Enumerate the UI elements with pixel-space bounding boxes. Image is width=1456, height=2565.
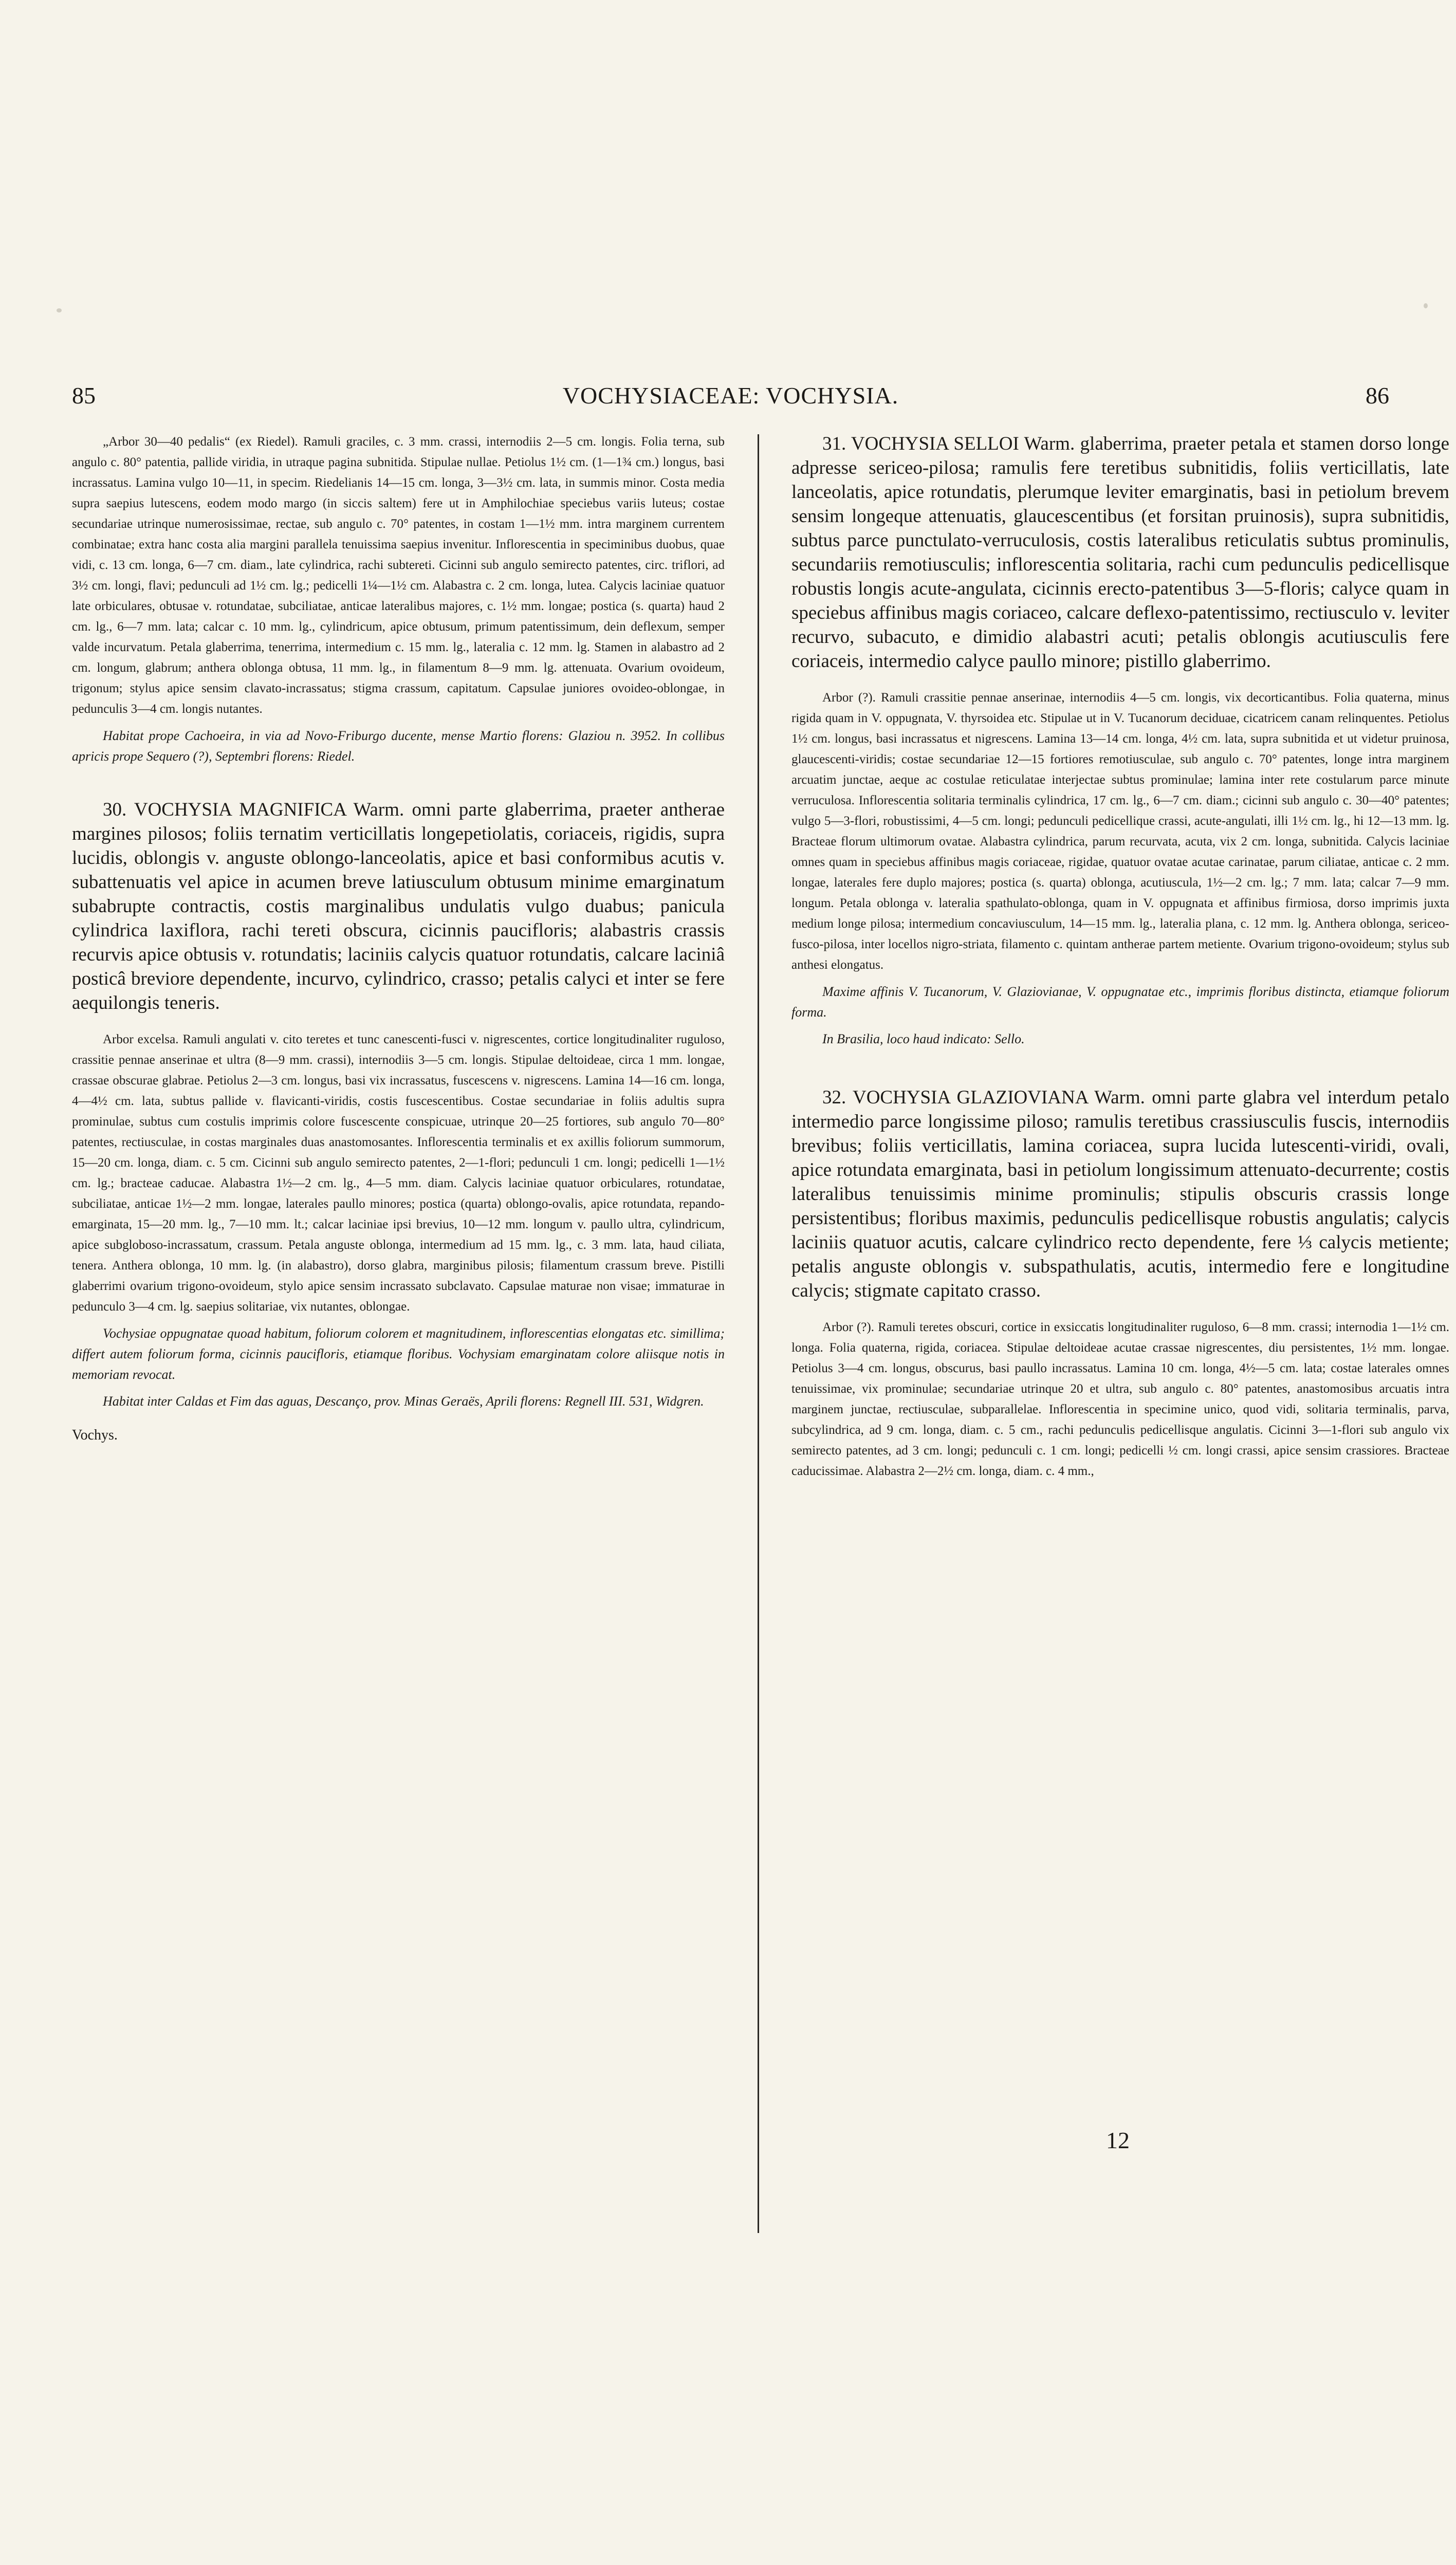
page-number-right: 86 <box>1366 382 1389 409</box>
signature-number: 12 <box>1106 2127 1130 2153</box>
spacer <box>791 1303 1449 1317</box>
running-header <box>72 380 1389 411</box>
habitat-note: Habitat inter Caldas et Fim das aguas, Descanço, prov. Minas Geraës, Aprili florens: Regnell III. 531, Widgren. <box>103 1394 704 1409</box>
habitat-note: Habitat prope Cachoeira, in via ad Novo-Friburgo ducente, mense Martio florens: Glaziou n. 3952. In collibus apricis prope Sequero (?), Septembri florens: Riedel. <box>72 728 725 764</box>
left-column <box>72 432 725 1446</box>
spacer <box>791 673 1449 688</box>
species-heading-30: 30. VOCHYSIA MAGNIFICA Warm. omni parte glaberrima, praeter antherae margines pilosos; foliis ternatim verticillatis longepetiolatis, coriaceis, rigidis, supra lucidis, oblongis v. anguste oblongo-lanceolatis, apice et basi conformibus acutis v. subattenuatis vel apice in acumen breve latiusculum obtusum minime emarginatum subabrupte contractis, costis marginalibus undulatis vulgo duabus; panicula cylindrica laxiflora, rachi tereti obscura, cicinnis paucifloris; alabastris crassis recurvis apice obtusis v. rotundatis; laciniis calycis quatuor rotundatis, calcare laciniâ posticâ breviore dependente, incurvo, cylindrico, crasso; petalis calyci et inter se fere aequilongis teneris. <box>72 799 725 1013</box>
habitat-note: In Brasilia, loco haud indicato: Sello. <box>822 1031 1025 1046</box>
running-title: VOCHYSIACEAE: VOCHYSIA. <box>562 382 899 409</box>
species-heading-31: 31. VOCHYSIA SELLOI Warm. glaberrima, praeter petala et stamen dorso longe adpresse sericeo-pilosa; ramulis fere teretibus subnitidis, foliis verticillatis, late lanceolatis, apice rotundatis, plerumque leviter emarginatis, basi in petiolum brevem sensim longeque attenuatis, glaucescentibus (et forsitan pruinosis), supra subnitidis, subtus parce punctulato-verruculosis, costis lateralibus reticulatis subtus prominulis, secundariis remotiusculis; inflorescentia solitaria, rachi cum pedunculis pedicellisque robustis longis acute-angulata, cicinnis erecto-patentibus 3—5-floris; calyce quam in speciebus affinibus magis coriaceo, calcare deflexo-patentissimo, rectiusculo v. leviter recurvo, subacuto, e dimidio alabastri acuti; petalis oblongis acutiusculis fere coriaceis, intermedio calyce paullo minore; pistillo glaberrimo. <box>791 433 1449 672</box>
species-description: Arbor (?). Ramuli teretes obscuri, cortice in exsiccatis longitudinaliter ruguloso, 6—8 mm. crassi; internodia 1—1½ cm. longa. Folia quaterna, rigida, coriacea. Stipulae deltoideae acutae crassae nigrescentes, diu persistentes, 1½ mm. longae. Petiolus 3—4 cm. longus, obscurus, basi paullo incrassatus. Lamina 10 cm. longa, 4½—5 cm. lata; costae laterales omnes tenuissimae, vix prominulae; secundariae utrinque 20 et ultra, sub angulo c. 80° patentes, anastomosibus arcuatis intra marginem junctae, rectiusculae, subparallelae. Inflorescentia in specimine unico, quod vidi, solitaria terminalis, parva, subcylindrica, ad 9 cm. longa, diam. c. 5 cm., rachi pedunculis pedicellisque angulatis. Cicinni 3—1-flori sub angulo vix semirecto patentes, ad 3 cm. longi; pedunculi c. 1 cm. longi; pedicelli ½ cm. longi crassi, apice sensim crassiores. Bracteae caducissimae. Alabastra 2—2½ cm. longa, diam. c. 4 mm., <box>791 1320 1449 1478</box>
column-divider <box>758 434 759 2233</box>
species-description: „Arbor 30—40 pedalis“ (ex Riedel). Ramuli graciles, c. 3 mm. crassi, internodiis 2—5 cm. longis. Folia terna, sub angulo c. 80° patentia, pallide viridia, in utraque pagina subnitida. Stipulae nullae. Petiolus 1½ cm. (1—1¾ cm.) longus, basi incrassatus. Lamina vulgo 10—11, in specim. Riedelianis 14—15 cm. longa, 3—3½ cm. lata, in summis minor. Costa media supra saepius lutescens, eodem modo margo (in siccis saltem) fere ut in Amphilochiae speciebus variis luteus; costae secundariae utrinque numerosissimae, rectae, sub angulo c. 70° patentes, in costam 1—1½ mm. intra marginem currentem combinatae; extra hanc costa alia margini parallela tenuissima saepius invenitur. Inflorescentia in speciminibus duobus, quae vidi, c. 13 cm. longa, 6—7 cm. diam., late cylindrica, rachi subtereti. Cicinni sub angulo semirecto patentes, circ. triflori, ad 3½ cm. longi, flavi; pedunculi ad 1½ cm. lg.; pedicelli 1¼—1½ cm. Alabastra c. 2 cm. longa, lutea. Calycis laciniae quatuor late orbiculares, obtusae v. rotundatae, subciliatae, anticae lateralibus majores, c. 1½ mm. longae; postica (s. quarta) haud 2 cm. lg., 6—7 mm. lata; calcar c. 10 mm. lg., cylindricum, apice obtusum, primum patentissimum, dein deflexum, semper valde incurvatum. Petala glaberrima, tenerrima, intermedium c. 15 mm. lg., lateralia c. 12 mm. lg. Stamen in alabastro ad 2 cm. longum, glabrum; anthera oblonga obtusa, 11 mm. lg., in filamentum 8—9 mm. lg. attenuata. Ovarium ovoideum, trigonum; stylus apice sensim clavato-incrassatus; stigma crassum, capitatum. Capsulae juniores ovoideo-oblongae, in pedunculis 3—4 cm. longis nutantes. <box>72 435 725 716</box>
species-heading-32: 32. VOCHYSIA GLAZIOVIANA Warm. omni parte glabra vel interdum petalo intermedio parce longissime piloso; ramulis teretibus crassiusculis fuscis, internodiis brevibus; foliis verticillatis, lamina coriacea, supra lucida lutescenti-viridi, ovali, apice rotundata emarginata, basi in petiolum longissimum attenuato-decurrente; costis lateralibus tenuissimis minime prominulis; stipulis obscuris crassis longe persistentibus; floribus maximis, pedunculis pedicellisque robustis angulatis; calycis laciniis quatuor acutis, calcare cylindrico recto dependente, fere ⅓ calycis metiente; petalis anguste oblongis v. subspathulatis, acutis, intermedio fere e longitudine calycis; stigmate capitato crasso. <box>791 1087 1449 1301</box>
paper-stain <box>1424 303 1428 308</box>
affinity-note: Vochysiae oppugnatae quoad habitum, foliorum colorem et magnitudinem, inflorescentias elongatas etc. simillima; differt autem foliorum forma, cicinnis paucifloris, etiamque floribus. Vochysiam emarginatam colore aliisque notis in memoriam revocat. <box>72 1326 725 1382</box>
spacer <box>72 767 725 798</box>
page-number-left: 85 <box>72 382 96 409</box>
footer-signature: Vochys. <box>72 1427 118 1443</box>
species-description: Arbor (?). Ramuli crassitie pennae anserinae, internodiis 4—5 cm. longis, vix decorticantibus. Folia quaterna, minus rigida quam in V. oppugnata, V. thyrsoidea etc. Stipulae ut in V. Tucanorum deciduae, cicatricem canam relinquentes. Petiolus 1½ cm. longus, basi incrassatus et nigrescens. Lamina 13—14 cm. longa, 4½ cm. lata, supra subnitida et ut videtur pruinosa, glaucescenti-viridis; costae secundariae 12—15 fortiores remotiusculae, sub angulo c. 70° patentes, longe intra marginem arcuatim junctae, aeque ac costulae reticulatae interjectae subtus prominulae; lamina inter rete costularum parce minute verruculosa. Inflorescentia solitaria terminalis cylindrica, 17 cm. lg., 6—7 cm. diam.; cicinni sub angulo c. 30—40° patentes; vulgo 5—3-flori, robustissimi, 4—5 cm. longi; pedunculi pedicellique crassi, acute-angulati, illi 1½ cm. lg., hi 12—13 mm. lg. Bracteae florum ultimorum ovatae. Alabastra cylindrica, parum recurvata, acuta, vix 2 cm. longa, subnitida. Calycis laciniae omnes quam in speciebus affinibus magis coriaceae, rigidae, quatuor ovatae acutae carinatae, parum ciliatae, anticae c. 2 mm. longae, laterales fere duplo majores; postica (s. quarta) oblonga, acutiuscula, 1½—2 cm. lg.; 7 mm. lata; calcar 7—9 mm. longum. Petala oblonga v. lateralia spathulato-oblonga, quam in V. oppugnata et affinibus firmiosa, dorso imprimis juxta medium longe pilosa; intermedium concaviusculum, 14—15 mm. lg., lateralia plana, c. 12 mm. lg. Anthera oblonga, sericeo-fusco-pilosa, inter locellos nigro-striata, filamento c. quintam antherae partem metiente. Ovarium trigono-ovoideum; stylus sub anthesi elongatus. <box>791 691 1449 972</box>
affinity-note: Maxime affinis V. Tucanorum, V. Glaziovianae, V. oppugnatae etc., imprimis floribus distincta, etiamque foliorum forma. <box>791 984 1449 1020</box>
species-description: Arbor excelsa. Ramuli angulati v. cito teretes et tunc canescenti-fusci v. nigrescentes, cortice longitudinaliter ruguloso, crassitie pennae anserinae et ultra (8—9 mm. crassi), internodiis 3—5 cm. longis. Stipulae deltoideae, circa 1 mm. longae, crassae obscurae glabrae. Petiolus 2—3 cm. longus, basi vix incrassatus, fuscescens v. nigrescens. Lamina 14—16 cm. longa, 4—4½ cm. lata, subtus pallide v. flavicanti-viridis, costis fuscescentibus. Costae secundariae in foliis adultis supra prominulae, subtus cum costulis imprimis colore fuscescente conspicuae, utrinque 20—25 fortiores, sub angulo 70—80° patentes, rectiusculae, in costas marginales duas anastomosantes. Inflorescentia terminalis et ex axillis foliorum summorum, 15—20 cm. longa, diam. c. 5 cm. Cicinni sub angulo semirecto patentes, 2—1-flori; pedunculi 1 cm. longi; pedicelli 1—1½ cm. lg.; bracteae caducae. Alabastra 1½—2 cm. lg., 4—5 mm. diam. Calycis laciniae quatuor orbiculares, rotundatae, subciliatae, anticae 1½—2 mm. longae, laterales paullo minores; postica (quarta) oblongo-ovalis, apice rotundata, repando-emarginata, 15—20 mm. lg., 7—10 mm. lt.; calcar laciniae ipsi brevius, 10—12 mm. longum v. paullo ultra, cylindricum, apice subgloboso-incrassatum, crassum. Petala anguste oblonga, intermedium ad 15 mm. lg., c. 3 mm. lata, haud ciliata, tenera. Anthera oblonga, 10 mm. lg. (in alabastro), dorso glabra, marginibus pilosis; filamentum crassum breve. Pistilli glaberrimi ovarium trigono-ovoideum, stylo apice sensim incrassato subclavato. Capsulae maturae non visae; immaturae in pedunculo 3—4 cm. lg. saepius solitariae, vix nutantes, oblongae. <box>72 1032 725 1314</box>
paper-stain <box>57 308 62 312</box>
spacer <box>791 1049 1449 1085</box>
spacer <box>72 1015 725 1029</box>
right-column <box>791 432 1449 1482</box>
